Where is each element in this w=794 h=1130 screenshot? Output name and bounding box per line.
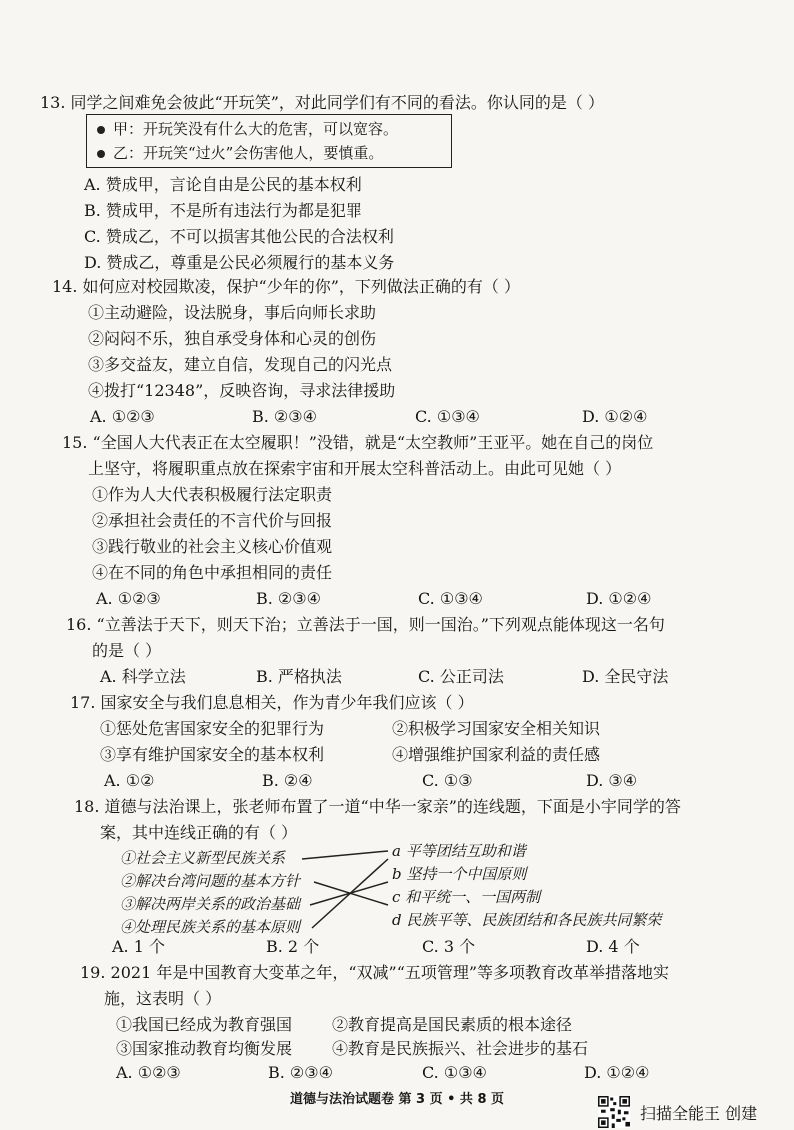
q17-option-c[interactable]: C. ①③: [422, 771, 473, 790]
match-line-4: [312, 859, 388, 928]
q13-option-d[interactable]: D. 赞成乙，尊重是公民必须履行的基本义务: [84, 253, 395, 272]
q19-item-2: ②教育提高是国民素质的根本途径: [332, 1015, 573, 1034]
q18-matching-lines: [300, 848, 400, 943]
q14-option-a[interactable]: A. ①②③: [90, 407, 155, 426]
q15-item-2: ②承担社会责任的不言代价与回报: [92, 511, 333, 530]
q17-option-d[interactable]: D. ③④: [586, 771, 638, 790]
q18-right-item-d: d 民族平等、民族团结和各民族共同繁荣: [392, 911, 662, 929]
q15-item-1: ①作为人大代表积极履行法定职责: [92, 485, 333, 504]
q19-option-a[interactable]: A. ①②③: [116, 1063, 181, 1082]
q14-stem: 14. 如何应对校园欺凌，保护“少年的你”，下列做法正确的有（ ）: [52, 277, 520, 296]
bullet-icon: [97, 126, 105, 134]
q16-option-d[interactable]: D. 全民守法: [582, 667, 669, 686]
q18-option-b[interactable]: B. 2 个: [266, 937, 320, 956]
q19-option-d[interactable]: D. ①②④: [584, 1063, 650, 1082]
q13-stem: 13. 同学之间难免会彼此“开玩笑”，对此同学们有不同的看法。你认同的是（ ）: [40, 93, 604, 112]
q19-item-3: ③国家推动教育均衡发展: [116, 1039, 293, 1058]
q13-option-a[interactable]: A. 赞成甲，言论自由是公民的基本权利: [84, 175, 362, 194]
match-line-1: [302, 851, 388, 859]
q19-option-b[interactable]: B. ②③④: [268, 1063, 333, 1082]
q18-left-item-4: ④处理民族关系的基本原则: [120, 918, 301, 936]
q18-right-item-c: c 和平统一、一国两制: [392, 888, 541, 906]
q18-option-d[interactable]: D. 4 个: [586, 937, 640, 956]
q13-opinion-jia-text: 甲：开玩笑没有什么大的危害，可以宽容。: [113, 120, 399, 138]
q19-stem-line1: 19. 2021 年是中国教育大变革之年，“双减”“五项管理”等多项教育改革举措落地实: [80, 963, 670, 982]
q14-item-1: ①主动避险，设法脱身，事后向师长求助: [88, 303, 377, 322]
q18-left-item-1: ①社会主义新型民族关系: [120, 849, 286, 867]
q15-item-4: ④在不同的角色中承担相同的责任: [92, 563, 333, 582]
q17-option-b[interactable]: B. ②④: [262, 771, 313, 790]
q17-stem: 17. 国家安全与我们息息相关，作为青少年我们应该（ ）: [70, 693, 474, 712]
bullet-icon: [97, 150, 105, 158]
q14-item-4: ④拨打“12348”，反映咨询，寻求法律援助: [88, 381, 396, 400]
q15-option-d[interactable]: D. ①②④: [586, 589, 652, 608]
q17-item-3: ③享有维护国家安全的基本权利: [100, 745, 325, 764]
q16-option-b[interactable]: B. 严格执法: [256, 667, 342, 686]
q13-opinion-box: [86, 114, 452, 168]
q13-option-b[interactable]: B. 赞成甲，不是所有违法行为都是犯罪: [84, 201, 362, 220]
q15-option-b[interactable]: B. ②③④: [256, 589, 321, 608]
q13-opinion-yi: [97, 141, 383, 165]
q16-option-a[interactable]: A. 科学立法: [100, 667, 186, 686]
q15-option-a[interactable]: A. ①②③: [96, 589, 161, 608]
q19-stem-line2: 施，这表明（ ）: [104, 989, 222, 1008]
q17-option-a[interactable]: A. ①②: [104, 771, 155, 790]
q14-option-d[interactable]: D. ①②④: [582, 407, 648, 426]
q18-left-item-3: ③解决两岸关系的政治基础: [120, 895, 301, 913]
q19-option-c[interactable]: C. ①③④: [422, 1063, 487, 1082]
q17-item-4: ④增强维护国家利益的责任感: [392, 745, 601, 764]
q14-item-2: ②闷闷不乐，独自承受身体和心灵的创伤: [88, 329, 377, 348]
page-footer: 道德与法治试题卷 第 3 页 • 共 8 页: [289, 1092, 505, 1107]
q17-item-2: ②积极学习国家安全相关知识: [392, 719, 601, 738]
q18-option-c[interactable]: C. 3 个: [422, 937, 476, 956]
q18-stem-line2: 案，其中连线正确的有（ ）: [100, 823, 298, 842]
q17-item-1: ①惩处危害国家安全的犯罪行为: [100, 719, 325, 738]
q16-stem-line2: 的是（ ）: [92, 641, 162, 660]
q13-opinion-yi-text: 乙：开玩笑“过火”会伤害他人，要慎重。: [113, 144, 384, 162]
q15-option-c[interactable]: C. ①③④: [418, 589, 483, 608]
q18-option-a[interactable]: A. 1 个: [112, 937, 165, 956]
q13-opinion-jia: [97, 117, 398, 141]
scanner-label: 扫描全能王 创建: [640, 1104, 758, 1123]
q16-stem-line1: 16. “立善法于天下，则天下治；立善法于一国，则一国治。”下列观点能体现这一名句: [66, 615, 665, 634]
q16-option-c[interactable]: C. 公正司法: [418, 667, 504, 686]
q15-item-3: ③践行敬业的社会主义核心价值观: [92, 537, 333, 556]
scanner-watermark: [598, 1096, 778, 1130]
q18-left-item-2: ②解决台湾问题的基本方针: [120, 872, 301, 890]
q15-stem-line1: 15. “全国人大代表正在太空履职！”没错，就是“太空教师”王亚平。她在自己的岗位: [62, 433, 654, 452]
q14-option-b[interactable]: B. ②③④: [252, 407, 317, 426]
q14-option-c[interactable]: C. ①③④: [415, 407, 480, 426]
q18-right-item-b: b 坚持一个中国原则: [392, 865, 527, 883]
q15-stem-line2: 上坚守，将履职重点放在探索宇宙和开展太空科普活动上。由此可见她（ ）: [88, 459, 622, 478]
qr-code-icon: [598, 1096, 630, 1128]
q19-item-4: ④教育是民族振兴、社会进步的基石: [332, 1039, 589, 1058]
q18-stem-line1: 18. 道德与法治课上，张老师布置了一道“中华一家亲”的连线题，下面是小宇同学的答: [74, 797, 681, 816]
q19-item-1: ①我国已经成为教育强国: [116, 1015, 293, 1034]
q13-option-c[interactable]: C. 赞成乙，不可以损害其他公民的合法权利: [84, 227, 394, 246]
q18-right-item-a: a 平等团结互助和谐: [392, 842, 526, 860]
q14-item-3: ③多交益友，建立自信，发现自己的闪光点: [88, 355, 393, 374]
